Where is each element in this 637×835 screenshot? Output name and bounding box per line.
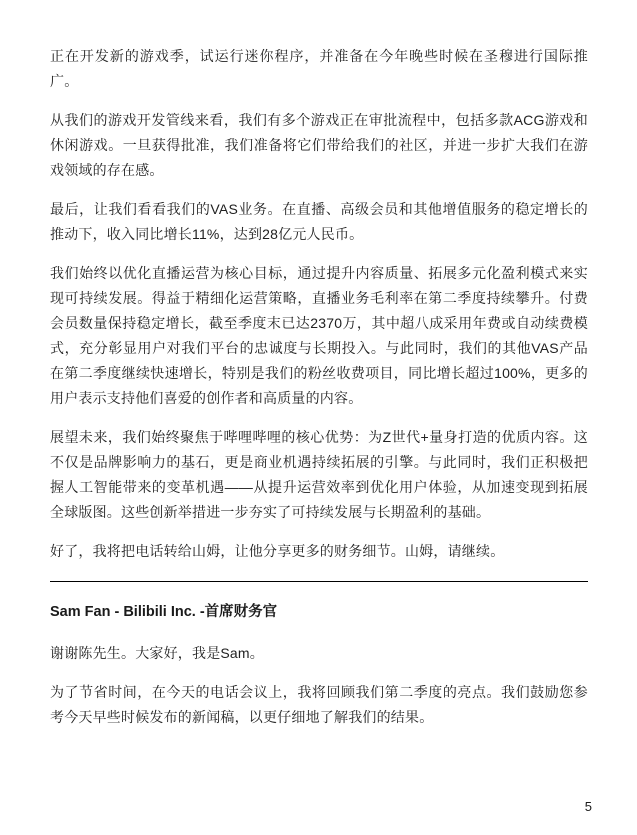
speaker-heading: Sam Fan - Bilibili Inc. -首席财务官 bbox=[50, 604, 278, 620]
transcript-paragraph: 正在开发新的游戏季，试运行迷你程序，并准备在今年晚些时候在圣穆进行国际推广。 bbox=[50, 48, 588, 89]
page-number: 5 bbox=[584, 799, 592, 814]
section-divider bbox=[50, 581, 588, 582]
transcript-paragraph: 从我们的游戏开发管线来看，我们有多个游戏正在审批流程中，包括多款ACG游戏和休闲游戏。一旦获得批准，我们准备将它们带给我们的社区，并进一步扩大我们在游戏领域的存在感。 bbox=[50, 112, 588, 178]
transcript-paragraph: 谢谢陈先生。大家好，我是Sam。 bbox=[50, 645, 264, 661]
transcript-paragraph: 为了节省时间，在今天的电话会议上，我将回顾我们第二季度的亮点。我们鼓励您参考今天早些时候发布的新闻稿，以更仔细地了解我们的结果。 bbox=[50, 684, 588, 725]
document-content bbox=[50, 44, 588, 744]
transcript-paragraph: 好了，我将把电话转给山姆，让他分享更多的财务细节。山姆，请继续。 bbox=[50, 543, 505, 559]
transcript-paragraph: 最后，让我们看看我们的VAS业务。在直播、高级会员和其他增值服务的稳定增长的推动下，收入同比增长11%，达到28亿元人民币。 bbox=[50, 201, 588, 242]
transcript-paragraph: 我们始终以优化直播运营为核心目标，通过提升内容质量、拓展多元化盈利模式来实现可持续发展。得益于精细化运营策略，直播业务毛利率在第二季度持续攀升。付费会员数量保持稳定增长，截至季度末已达2370万，其中超八成采用年费或自动续费模式，充分彰显用户对我们平台的忠诚度与长期投入。与此同时，我们的其他VAS产品在第二季度继续快速增长，特别是我们的粉丝收费项目，同比增长超过100%，更多的用户表示支持他们喜爱的创作者和高质量的内容。 bbox=[50, 265, 588, 406]
transcript-paragraph: 展望未来，我们始终聚焦于哔哩哔哩的核心优势：为Z世代+量身打造的优质内容。这不仅是品牌影响力的基石，更是商业机遇持续拓展的引擎。与此同时，我们正积极把握人工智能带来的变革机遇——从提升运营效率到优化用户体验，从加速变现到拓展全球版图。这些创新举措进一步夯实了可持续发展与长期盈利的基础。 bbox=[50, 429, 588, 520]
